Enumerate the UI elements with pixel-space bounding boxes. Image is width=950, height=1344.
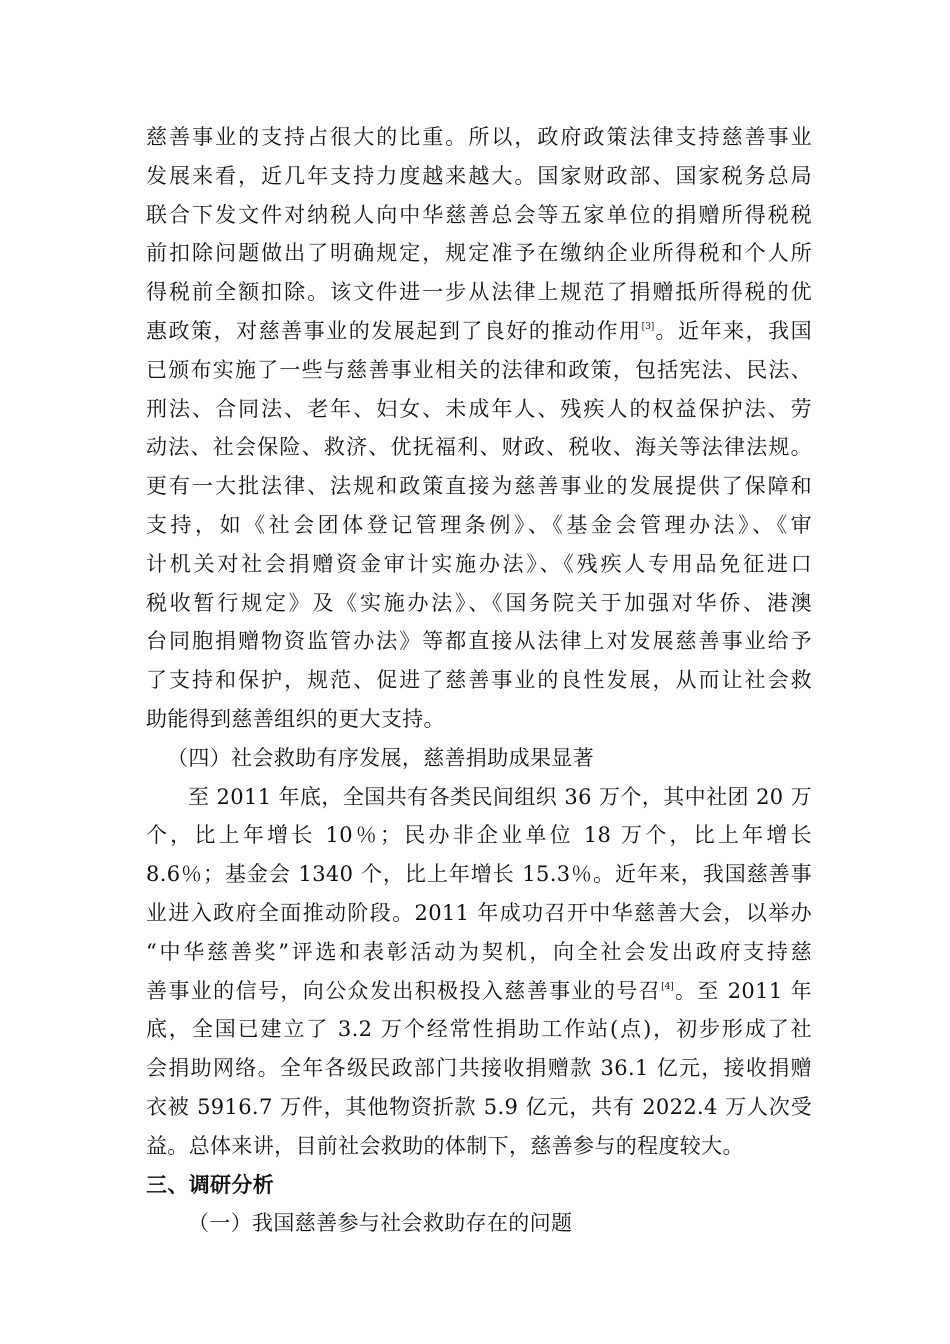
text-line [146, 972, 812, 1011]
text-line: 衣被 5916.7 万件，其他物资折款 5.9 亿元，共有 2022.4 万人次受 [146, 1094, 812, 1119]
text-line: 更有一大批法律、法规和政策直接为慈善事业的发展提供了保障和 [146, 474, 812, 499]
text-line: 业进入政府全面推动阶段。2011 年成功召开中华慈善大会，以举办 [146, 900, 812, 925]
document-page [146, 118, 812, 1243]
text-line: 益。总体来讲，目前社会救助的体制下，慈善参与的程度较大。 [146, 1133, 744, 1158]
section-title: 三、调研分析 [146, 1172, 275, 1197]
text-segment: 善事业的信号，向公众发出积极投入慈善事业的号召 [146, 978, 662, 1003]
text-line: “中华慈善奖”评选和表彰活动为契机，向全社会发出政府支持慈 [146, 939, 812, 964]
text-line: 会捐助网络。全年各级民政部门共接收捐赠款 36.1 亿元，接收捐赠 [146, 1056, 812, 1081]
text-segment: 惠政策，对慈善事业的发展起到了良好的推动作用 [146, 318, 642, 343]
text-line: 发展来看，近几年支持力度越来越大。国家财政部、国家税务总局 [146, 163, 812, 188]
paragraph-policy-support [146, 118, 812, 739]
citation-ref: [4] [661, 981, 674, 992]
subheading-section-four: （四）社会救助有序发展，慈善捐助成果显著 [167, 745, 594, 770]
text-line: 动法、社会保险、救济、优抚福利、财政、税收、海关等法律法规。 [146, 435, 812, 460]
text-line: 台同胞捐赠物资监管办法》等都直接从法律上对发展慈善事业给予 [146, 629, 812, 654]
subheading-problems: （一）我国慈善参与社会救助存在的问题 [188, 1211, 573, 1236]
text-line: 8.6％；基金会 1340 个，比上年增长 15.3％。近年来，我国慈善事 [146, 862, 812, 887]
text-line: 了支持和保护，规范、促进了慈善事业的良性发展，从而让社会救 [146, 668, 812, 693]
text-line: 联合下发文件对纳税人向中华慈善总会等五家单位的捐赠所得税税 [146, 202, 812, 227]
text-line: 慈善事业的支持占很大的比重。所以，政府政策法律支持慈善事业 [146, 125, 812, 149]
text-line: 税收暂行规定》及《实施办法》、《国务院关于加强对华侨、港澳 [146, 590, 812, 615]
text-segment: 。近年来，我国 [654, 318, 812, 343]
text-line: 支持，如《社会团体登记管理条例》、《基金会管理办法》、《审 [146, 512, 812, 537]
paragraph-charity-results [146, 778, 812, 1166]
text-line: 个，比上年增长 10％；民办非企业单位 18 万个，比上年增长 [146, 823, 812, 848]
text-line [146, 312, 812, 351]
text-line: 刑法、合同法、老年、妇女、未成年人、残疾人的权益保护法、劳 [146, 396, 812, 421]
text-line: 前扣除问题做出了明确规定，规定准予在缴纳企业所得税和个人所 [146, 241, 812, 266]
text-line: 计机关对社会捐赠资金审计实施办法》、《残疾人专用品免征进口 [146, 551, 812, 576]
text-line: 得税前全额扣除。该文件进一步从法律上规范了捐赠抵所得税的优 [146, 280, 812, 305]
citation-ref: [3] [641, 321, 655, 332]
text-line: 已颁布实施了一些与慈善事业相关的法律和政策，包括宪法、民法、 [146, 357, 812, 382]
text-line: 至 2011 年底，全国共有各类民间组织 36 万个，其中社团 20 万 [188, 784, 812, 809]
text-line: 助能得到慈善组织的更大支持。 [146, 706, 445, 731]
text-line: 底，全国已建立了 3.2 万个经常性捐助工作站(点)，初步形成了社 [146, 1017, 812, 1042]
text-segment: 。至 2011 年 [673, 978, 812, 1003]
